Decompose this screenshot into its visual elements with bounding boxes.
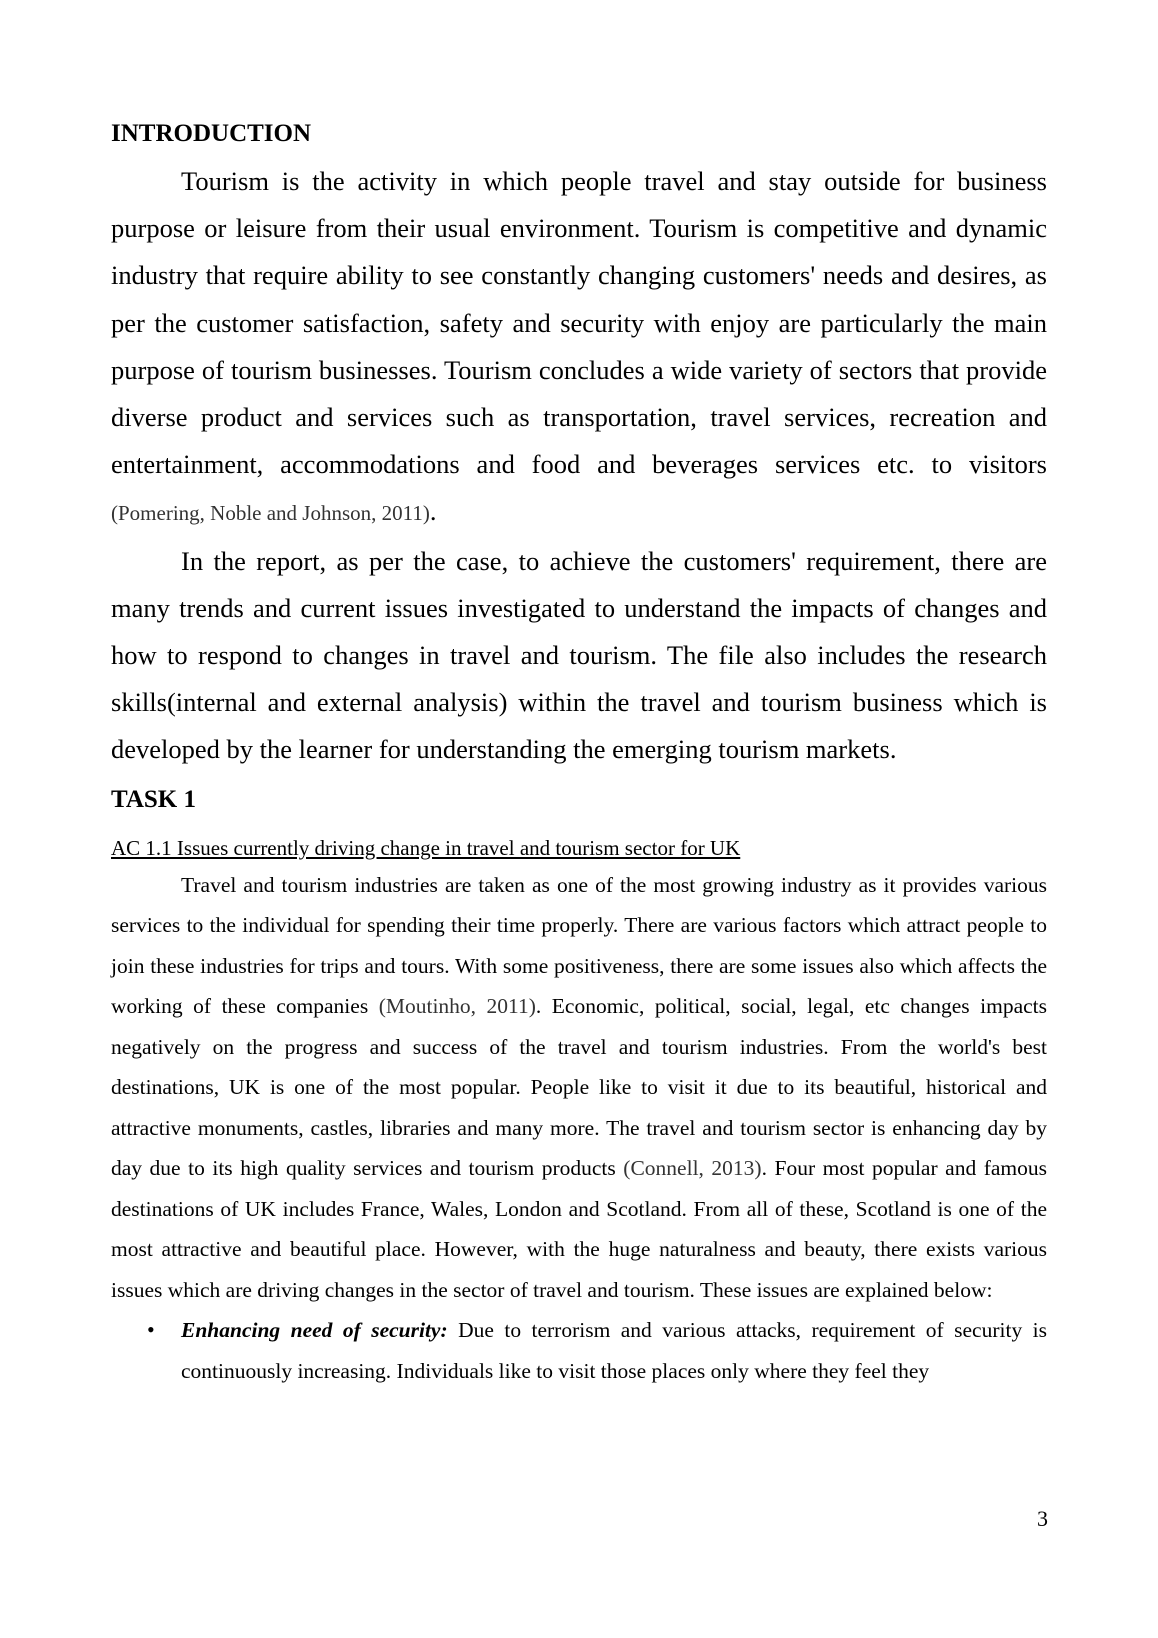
bullet-icon: • — [147, 1317, 155, 1343]
page-number: 3 — [1037, 1506, 1048, 1531]
citation-moutinho: (Moutinho, 2011) — [378, 994, 536, 1019]
bullet-text: Due to terrorism and various attacks, requirement of security is continuously increasing. Individuals like to visit those places only where they feel they — [181, 1318, 1047, 1383]
document-page — [111, 118, 1047, 1391]
ac-1-1-subheading: AC 1.1 Issues currently driving change in travel and tourism sector for UK — [111, 835, 741, 860]
issues-bullet-list — [111, 1310, 1047, 1391]
intro-paragraph-2: In the report, as per the case, to achieve the customers' requirement, there are many trends and current issues investigated to understand the impacts of changes and how to respond to changes in travel and tourism. The file also includes the research skills(internal and external analysis) within the travel and tourism business which is developed by the learner for understanding the emerging tourism markets. — [111, 545, 1047, 765]
citation-connell: (Connell, 2013) — [623, 1156, 762, 1181]
task1-heading: TASK 1 — [111, 785, 196, 813]
intro-paragraph-1-end: . — [429, 496, 437, 527]
task1-paragraph-1 — [111, 865, 1047, 1311]
bullet-term: Enhancing need of security: — [181, 1318, 448, 1343]
list-item — [111, 1310, 1047, 1391]
introduction-heading: INTRODUCTION — [111, 120, 312, 147]
intro-paragraph-1 — [111, 158, 1047, 538]
intro-paragraph-1-text: Tourism is the activity in which people travel and stay outside for business purpose or leisure from their usual environment. Tourism is competitive and dynamic industry that require ability to see constantly changing customers' needs and desires, as per the customer satisfaction, safety and security with enjoy are particularly the main purpose of tourism businesses. Tourism concludes a wide variety of sectors that provide diverse product and services such as transportation, travel services, recreation and entertainment, accommodations and food and beverages services etc. to visitors — [111, 166, 1047, 480]
task1-paragraph-1-part1: Travel and tourism industries are taken as one of the most growing industry as it provides various services to the individual for spending their time properly. There are various factors which attract people to join these industries for trips and tours. With some positiveness, there are some issues also which affects the working of these companies — [111, 872, 1047, 1019]
citation-pomering: (Pomering, Noble and Johnson, 2011) — [111, 501, 430, 526]
task1-paragraph-1-part2: . Economic, political, social, legal, etc changes impacts negatively on the progress and success of the travel and tourism industries. From the world's best destinations, UK is one of the most popular. People like to visit it due to its beautiful, historical and attractive monuments, castles, libraries and many more. The travel and tourism sector is enhancing day by day due to its high quality services and tourism products — [111, 994, 1047, 1181]
task1-paragraph-1-part3: . Four most popular and famous destinations of UK includes France, Wales, London and Scotland. From all of these, Scotland is one of the most attractive and beautiful place. However, with the huge naturalness and beauty, there exists various issues which are driving changes in the sector of travel and tourism. These issues are explained below: — [111, 1156, 1048, 1302]
